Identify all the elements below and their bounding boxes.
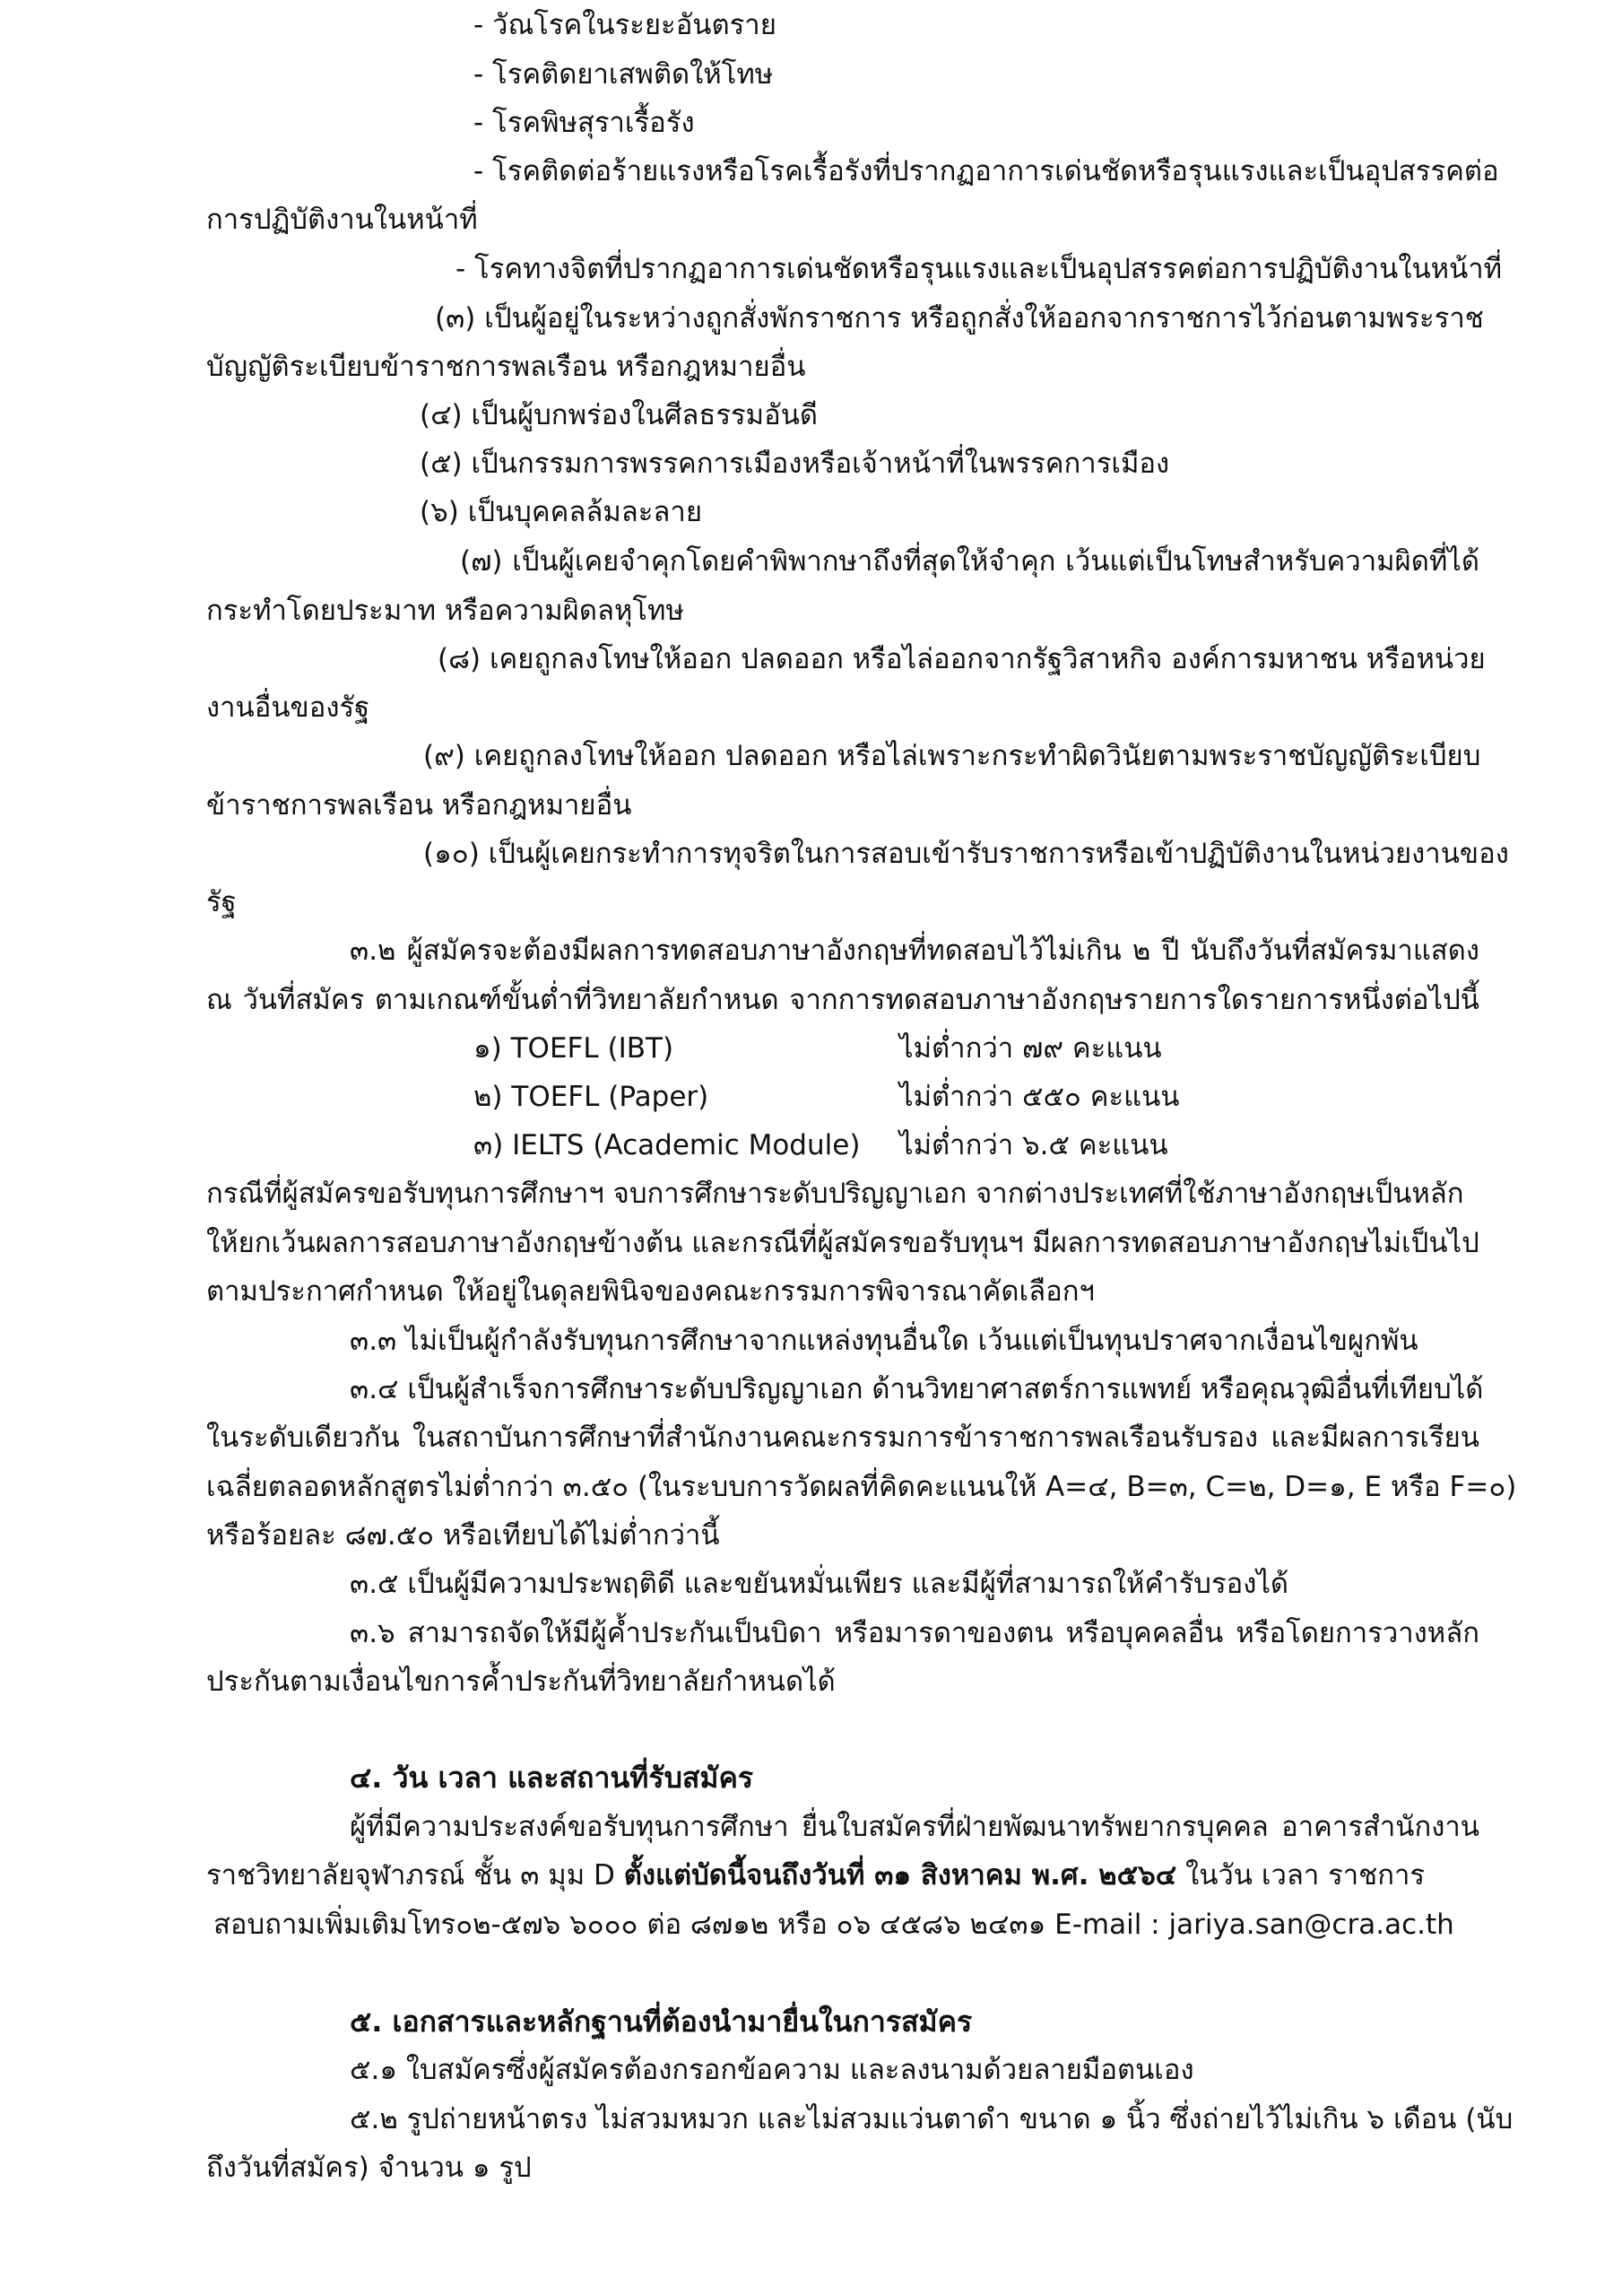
text-line: (๘) เคยถูกลงโทษให้ออก ปลดออก หรือไล่ออกจากรัฐวิสาหกิจ องค์การมหาชน หรือหน่วย xyxy=(438,643,1486,675)
text-line: ๕.๒ รูปถ่ายหน้าตรง ไม่สวมหมวก และไม่สวมแว่นตาดำ ขนาด ๑ นิ้ว ซึ่งถ่ายไว้ไม่เกิน ๖ เดือน (นับ xyxy=(350,2103,1514,2135)
text-line: ถึงวันที่สมัคร) จำนวน ๑ รูป xyxy=(206,2152,532,2184)
text-line: (๓) เป็นผู้อยู่ในระหว่างถูกสั่งพักราชการ หรือถูกสั่งให้ออกจากราชการไว้ก่อนตามพระราช xyxy=(435,302,1484,335)
text-line: (๕) เป็นกรรมการพรรคการเมืองหรือเจ้าหน้าที่ในพรรคการเมือง xyxy=(420,448,1170,480)
text-line: ประกันตามเงื่อนไขการค้ำประกันที่วิทยาลัยกำหนดได้ xyxy=(206,1665,836,1698)
text-line: ตามประกาศกำหนด ให้อยู่ในดุลยพินิจของคณะกรรมการพิจารณาคัดเลือกฯ xyxy=(206,1275,1095,1308)
test-minimum: ไม่ต่ำกว่า ๕๕๐ คะแนน xyxy=(899,1081,1180,1113)
text-line: หรือร้อยละ ๘๗.๕๐ หรือเทียบได้ไม่ต่ำกว่านี้ xyxy=(206,1519,720,1552)
contact-line: สอบถามเพิ่มเติมโทร๐๒-๕๗๖ ๖๐๐๐ ต่อ ๘๗๑๒ หรือ ๐๖ ๔๕๘๖ ๒๔๓๑ E-mail : jariya.san@cra.ac.th xyxy=(213,1909,1454,1941)
text-line: ๓.๔ เป็นผู้สำเร็จการศึกษาระดับปริญญาเอก ด้านวิทยาศาสตร์การแพทย์ หรือคุณวุฒิอื่นที่เทียบได้ xyxy=(350,1373,1484,1405)
test-name: ๑) TOEFL (IBT) xyxy=(473,1032,674,1065)
text-line: กระทำโดยประมาท หรือความผิดลหุโทษ xyxy=(206,595,684,627)
text-line: ๓.๓ ไม่เป็นผู้กำลังรับทุนการศึกษาจากแหล่งทุนอื่นใด เว้นแต่เป็นทุนปราศจากเงื่อนไขผูกพัน xyxy=(350,1325,1418,1357)
text-line: ๓.๒ ผู้สมัครจะต้องมีผลการทดสอบภาษาอังกฤษที่ทดสอบไว้ไม่เกิน ๒ ปี นับถึงวันที่สมัครมาแสดง xyxy=(350,935,1479,967)
text-line: ณ วันที่สมัคร ตามเกณฑ์ขั้นต่ำที่วิทยาลัยกำหนด จากการทดสอบภาษาอังกฤษรายการใดรายการหนึ่งต่อไปนี้ xyxy=(206,984,1479,1016)
text-line: - โรคทางจิตที่ปรากฏอาการเด่นชัดหรือรุนแรงและเป็นอุปสรรคต่อการปฏิบัติงานในหน้าที่ xyxy=(455,253,1503,285)
test-name: ๒) TOEFL (Paper) xyxy=(473,1081,709,1113)
text-line: - โรคพิษสุราเรื้อรัง xyxy=(473,107,695,139)
text-line: บัญญัติระเบียบข้าราชการพลเรือน หรือกฎหมายอื่น xyxy=(206,351,806,383)
text-line: (๔) เป็นผู้บกพร่องในศีลธรรมอันดี xyxy=(420,399,819,431)
text-line-application-period xyxy=(206,1856,1425,1895)
period-dates: ตั้งแต่บัดนี้จนถึงวันที่ ๓๑ สิงหาคม พ.ศ. ๒๕๖๔ xyxy=(623,1859,1177,1892)
text-line: ผู้ที่มีความประสงค์ขอรับทุนการศึกษา ยื่นใบสมัครที่ฝ่ายพัฒนาทรัพยากรบุคคล อาคารสำนักงาน xyxy=(350,1811,1479,1843)
test-name: ๓) IELTS (Academic Module) xyxy=(473,1129,861,1161)
text-line: ๓.๕ เป็นผู้มีความประพฤติดี และขยันหมั่นเพียร และมีผู้ที่สามารถให้คำรับรองได้ xyxy=(350,1568,1289,1600)
text-line: ๕.๑ ใบสมัครซึ่งผู้สมัครต้องกรอกข้อความ และลงนามด้วยลายมือตนเอง xyxy=(350,2054,1194,2086)
text-line: ในระดับเดียวกัน ในสถาบันการศึกษาที่สำนักงานคณะกรรมการข้าราชการพลเรือนรับรอง และมีผลการเรียน xyxy=(206,1422,1479,1454)
text-line: กรณีที่ผู้สมัครขอรับทุนการศึกษาฯ จบการศึกษาระดับปริญญาเอก จากต่างประเทศที่ใช้ภาษาอังกฤษเป็นหลัก xyxy=(206,1178,1464,1210)
text-line: - วัณโรคในระยะอันตราย xyxy=(473,9,776,41)
text-line: การปฏิบัติงานในหน้าที่ xyxy=(206,204,478,236)
text-line: - โรคติดต่อร้ายแรงหรือโรคเรื้อรังที่ปรากฏอาการเด่นชัดหรือรุนแรงและเป็นอุปสรรคต่อ xyxy=(473,155,1499,187)
period-suffix: ในวัน เวลา ราชการ xyxy=(1176,1859,1426,1892)
text-line: (๗) เป็นผู้เคยจำคุกโดยคำพิพากษาถึงที่สุดให้จำคุก เว้นแต่เป็นโทษสำหรับความผิดที่ได้ xyxy=(460,545,1479,578)
text-line: ให้ยกเว้นผลการสอบภาษาอังกฤษข้างต้น และกรณีที่ผู้สมัครขอรับทุนฯ มีผลการทดสอบภาษาอังกฤษไม่เป็นไป xyxy=(206,1227,1479,1259)
text-line: ข้าราชการพลเรือน หรือกฎหมายอื่น xyxy=(206,789,632,822)
text-line: งานอื่นของรัฐ xyxy=(206,691,370,724)
text-line: (๖) เป็นบุคคลล้มละลาย xyxy=(420,496,702,528)
text-line: เฉลี่ยตลอดหลักสูตรไม่ต่ำกว่า ๓.๕๐ (ในระบบการวัดผลที่คิดคะแนนให้ A=๔, B=๓, C=๒, D=๑, E หรือ F=๐) xyxy=(206,1471,1517,1503)
text-line: ๓.๖ สามารถจัดให้มีผู้ค้ำประกันเป็นบิดา หรือมารดาของตน หรือบุคคลอื่น หรือโดยการวางหลัก xyxy=(350,1617,1479,1649)
section-4-heading: ๔. วัน เวลา และสถานที่รับสมัคร xyxy=(350,1761,754,1795)
text-line: รัฐ xyxy=(206,886,237,918)
text-line: - โรคติดยาเสพติดให้โทษ xyxy=(473,58,774,91)
period-prefix: ราชวิทยาลัยจุฬาภรณ์ ชั้น ๓ มุม D xyxy=(206,1859,624,1892)
test-minimum: ไม่ต่ำกว่า ๗๙ คะแนน xyxy=(899,1032,1162,1065)
text-line: (๑๐) เป็นผู้เคยกระทำการทุจริตในการสอบเข้ารับราชการหรือเข้าปฏิบัติงานในหน่วยงานของ xyxy=(423,838,1509,870)
text-line: (๙) เคยถูกลงโทษให้ออก ปลดออก หรือไล่เพราะกระทำผิดวินัยตามพระราชบัญญัติระเบียบ xyxy=(423,740,1481,772)
section-5-heading: ๕. เอกสารและหลักฐานที่ต้องนำมายื่นในการสมัคร xyxy=(350,2005,973,2039)
test-minimum: ไม่ต่ำกว่า ๖.๕ คะแนน xyxy=(899,1129,1168,1161)
